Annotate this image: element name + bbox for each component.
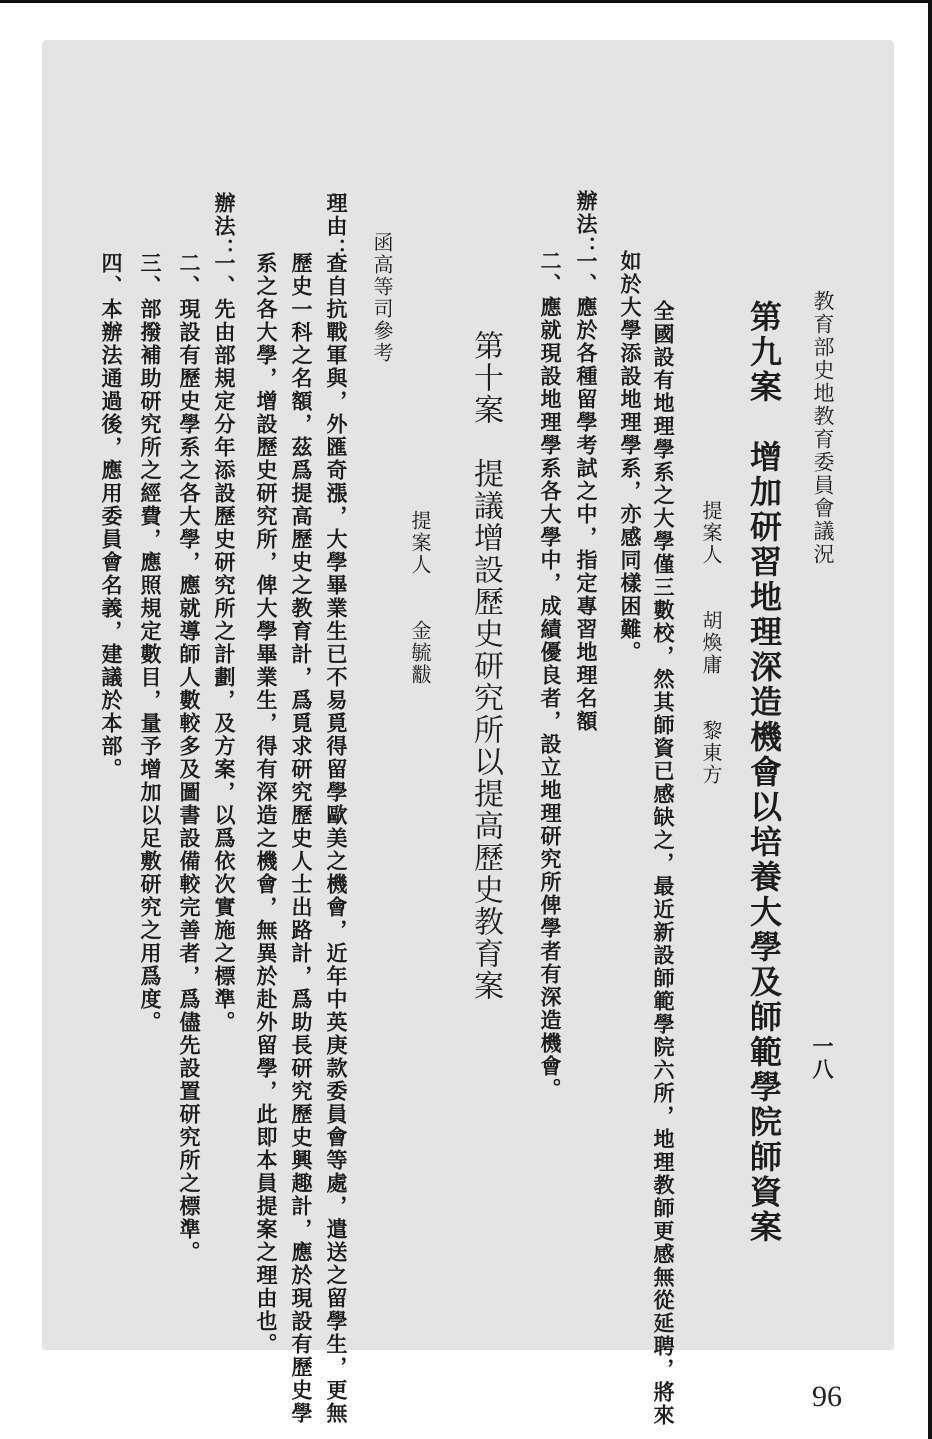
case10-heading: 第十案 提議增設歷史研究所以提高歷史教育案 [468, 330, 503, 1002]
case9-reason-line-1: 全國設有地理學系之大學僅三數校，然其師資已感缺之，最近新設師範學院六所，地理教師更感無從延聘，將來 [651, 300, 676, 1427]
case10-method-line-2: 二、現設有歷史學系之各大學，應就導師人數較多及圖書設備較完善者，爲儘先設置研究所之標準。 [177, 252, 202, 1264]
footnote: 函高等司參考 [370, 232, 394, 364]
case10-method-line-4: 四、本辦法通過後，應用委員會名義，建議於本部。 [99, 252, 124, 781]
case9-method-line-2: 二、應就現設地理學系各大學中，成績優良者，設立地理研究所俾學者有深造機會。 [538, 250, 563, 1101]
case9-proposers: 提案人 胡煥庸 黎東方 [699, 500, 723, 786]
case9-heading: 第九案 增加研習地理深造機會以培養大學及師範學院師資案 [745, 300, 783, 1245]
case9-method-line-1: 一、應於各種留學考試之中，指定專習地理名額 [574, 250, 599, 733]
case10-reason-line-2: 歷史一科之名額，茲爲提高歷史之教育計，爲覓求研究歷史人士出路計，爲助長研究歷史興趣計，應於現設有歷史學 [289, 252, 314, 1425]
case10-reason-line-3: 系之各大學，增設歷史研究所，俾大學畢業生，得有深造之機會，無異於赴外留學，此即本員提案之理由也。 [254, 252, 279, 1356]
case9-reason-line-2: 如於大學添設地理學系，亦感同樣困難。 [618, 250, 643, 664]
case10-proposer: 提案人 金毓黻 [408, 510, 432, 686]
running-header-folio: 一八 [810, 1035, 835, 1081]
case10-method-line-1: 一、先由部規定分年添設歷史研究所之計劃，及方案，以爲依次實施之標準。 [212, 252, 237, 1034]
case10-method-line-3: 三、部撥補助研究所之經費，應照規定數目，量予增加以足敷研究之用爲度。 [138, 252, 163, 1034]
case10-method-label: 辦法： [212, 192, 237, 261]
case10-reason-label: 理由： [324, 192, 349, 261]
case9-method-label: 辦法： [574, 190, 599, 259]
page-number: 96 [812, 1380, 842, 1413]
case10-reason-line-1: 查自抗戰軍與，外匯奇漲，大學畢業生已不易覓得留學歐美之機會，近年中英庚款委員會等處，遣送之留學生，更無 [324, 252, 349, 1425]
running-header-title: 教育部史地教育委員會議況 [811, 290, 835, 566]
